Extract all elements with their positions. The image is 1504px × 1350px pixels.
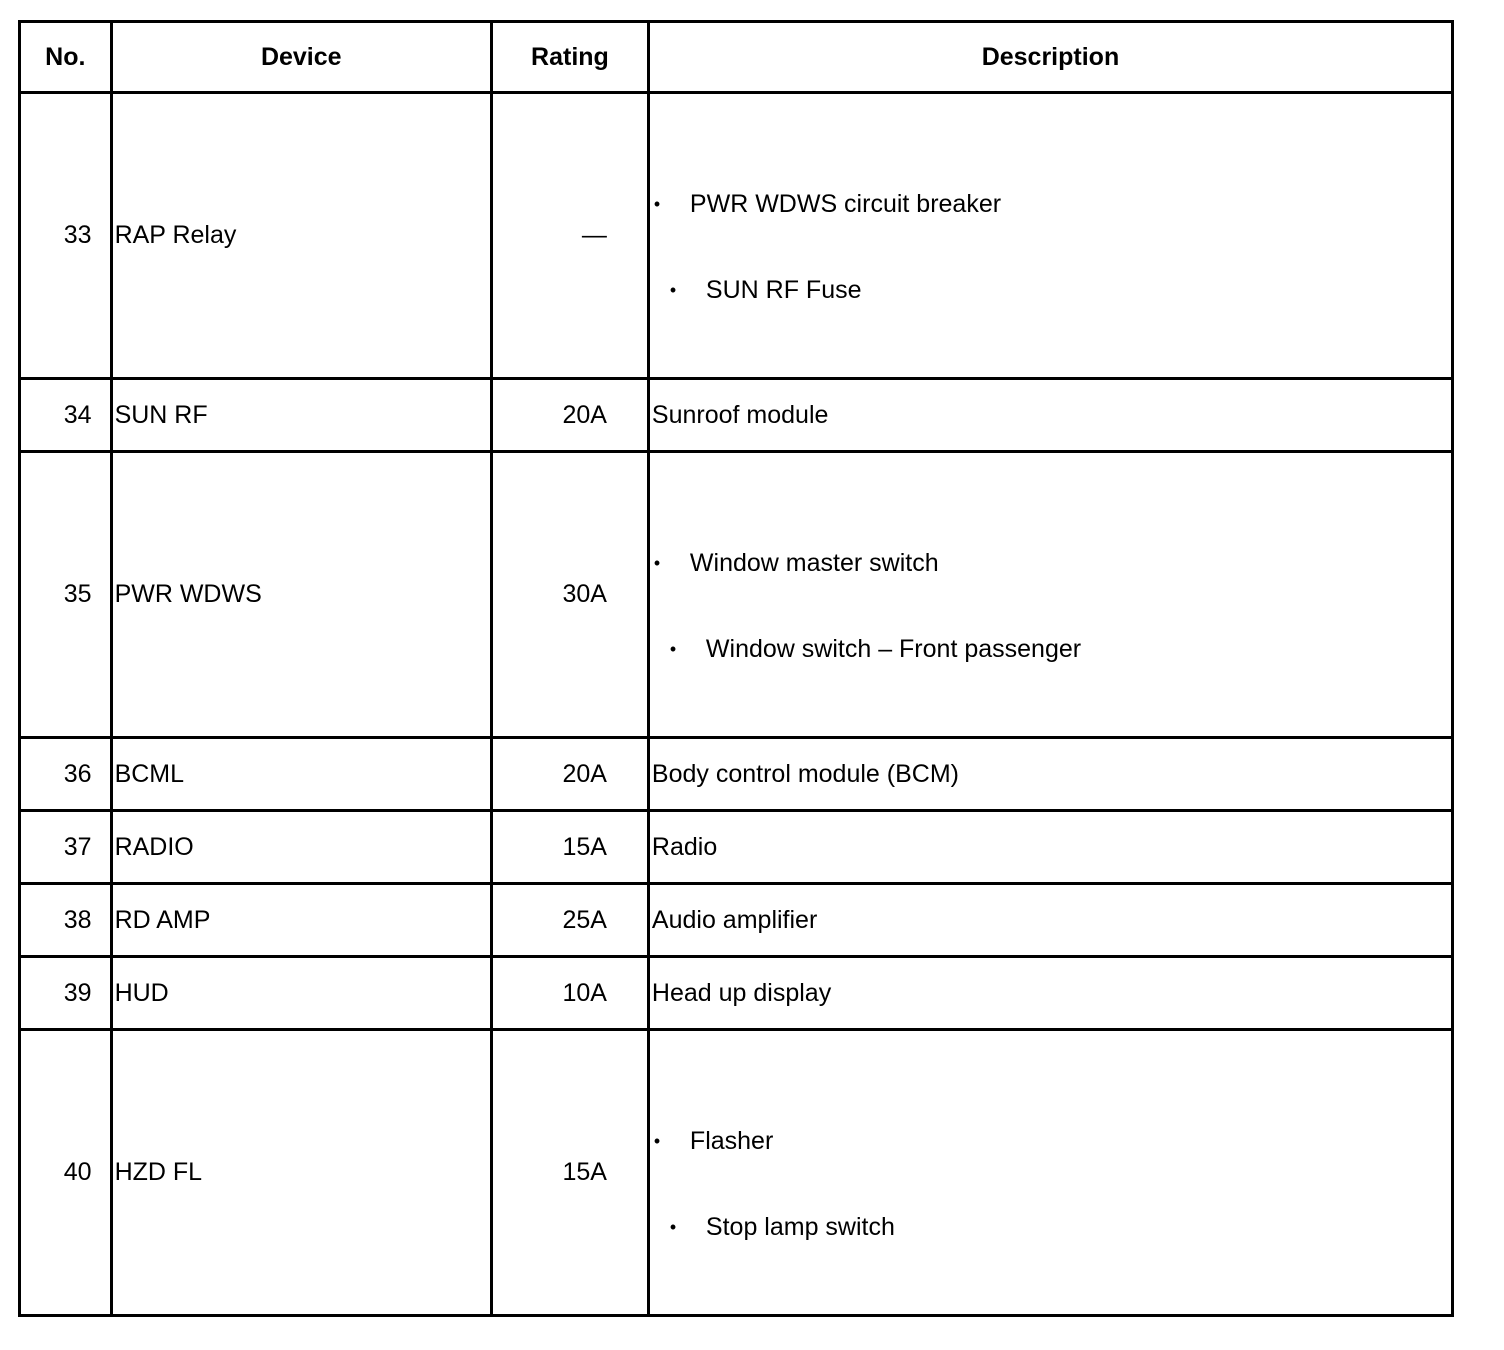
bullet-icon: • bbox=[653, 194, 661, 214]
bullet-text: Stop lamp switch bbox=[705, 1213, 895, 1241]
table-row bbox=[20, 452, 1453, 738]
cell-description: Audio amplifier bbox=[648, 884, 1452, 957]
cell-device: HUD bbox=[111, 957, 491, 1030]
header-description: Description bbox=[648, 22, 1452, 93]
cell-description bbox=[648, 93, 1452, 379]
cell-no: 34 bbox=[20, 379, 112, 452]
cell-no: 37 bbox=[20, 811, 112, 884]
bullet-text: PWR WDWS circuit breaker bbox=[689, 190, 1002, 218]
bullet-icon: • bbox=[653, 1131, 661, 1151]
bullet-text: Window master switch bbox=[689, 549, 939, 577]
cell-rating: 30A bbox=[491, 452, 648, 738]
description-bullet-item bbox=[652, 277, 1451, 303]
cell-no: 35 bbox=[20, 452, 112, 738]
table-row bbox=[20, 884, 1453, 957]
cell-device: PWR WDWS bbox=[111, 452, 491, 738]
bullet-icon: • bbox=[669, 639, 677, 659]
table-row bbox=[20, 811, 1453, 884]
cell-description: Head up display bbox=[648, 957, 1452, 1030]
cell-rating: 10A bbox=[491, 957, 648, 1030]
cell-rating: 20A bbox=[491, 379, 648, 452]
cell-rating: 15A bbox=[491, 1030, 648, 1316]
cell-device: RADIO bbox=[111, 811, 491, 884]
cell-device: SUN RF bbox=[111, 379, 491, 452]
description-bullet-item bbox=[652, 550, 1451, 576]
cell-device: BCML bbox=[111, 738, 491, 811]
cell-rating: 15A bbox=[491, 811, 648, 884]
description-bullet-item bbox=[652, 636, 1451, 662]
header-rating: Rating bbox=[491, 22, 648, 93]
cell-no: 40 bbox=[20, 1030, 112, 1316]
bullet-icon: • bbox=[669, 1217, 677, 1237]
table-header bbox=[20, 22, 1453, 93]
cell-rating: 25A bbox=[491, 884, 648, 957]
table-row bbox=[20, 957, 1453, 1030]
cell-device: HZD FL bbox=[111, 1030, 491, 1316]
cell-description bbox=[648, 452, 1452, 738]
cell-no: 38 bbox=[20, 884, 112, 957]
cell-no: 33 bbox=[20, 93, 112, 379]
cell-description bbox=[648, 1030, 1452, 1316]
table-row bbox=[20, 93, 1453, 379]
bullet-icon: • bbox=[669, 280, 677, 300]
header-no: No. bbox=[20, 22, 112, 93]
description-bullet-item bbox=[652, 1214, 1451, 1240]
cell-description: Body control module (BCM) bbox=[648, 738, 1452, 811]
table-row bbox=[20, 379, 1453, 452]
cell-device: RD AMP bbox=[111, 884, 491, 957]
cell-device: RAP Relay bbox=[111, 93, 491, 379]
bullet-text: Window switch – Front passenger bbox=[705, 635, 1082, 663]
cell-description: Sunroof module bbox=[648, 379, 1452, 452]
cell-no: 36 bbox=[20, 738, 112, 811]
header-row bbox=[20, 22, 1453, 93]
description-bullet-item bbox=[652, 191, 1451, 217]
bullet-icon: • bbox=[653, 553, 661, 573]
cell-no: 39 bbox=[20, 957, 112, 1030]
cell-description: Radio bbox=[648, 811, 1452, 884]
table-body bbox=[20, 93, 1453, 1316]
bullet-text: Flasher bbox=[689, 1127, 774, 1155]
cell-rating: — bbox=[491, 93, 648, 379]
table-row bbox=[20, 738, 1453, 811]
bullet-text: SUN RF Fuse bbox=[705, 276, 862, 304]
cell-rating: 20A bbox=[491, 738, 648, 811]
header-device: Device bbox=[111, 22, 491, 93]
fuse-table bbox=[18, 20, 1454, 1317]
table-row bbox=[20, 1030, 1453, 1316]
description-bullet-item bbox=[652, 1128, 1451, 1154]
